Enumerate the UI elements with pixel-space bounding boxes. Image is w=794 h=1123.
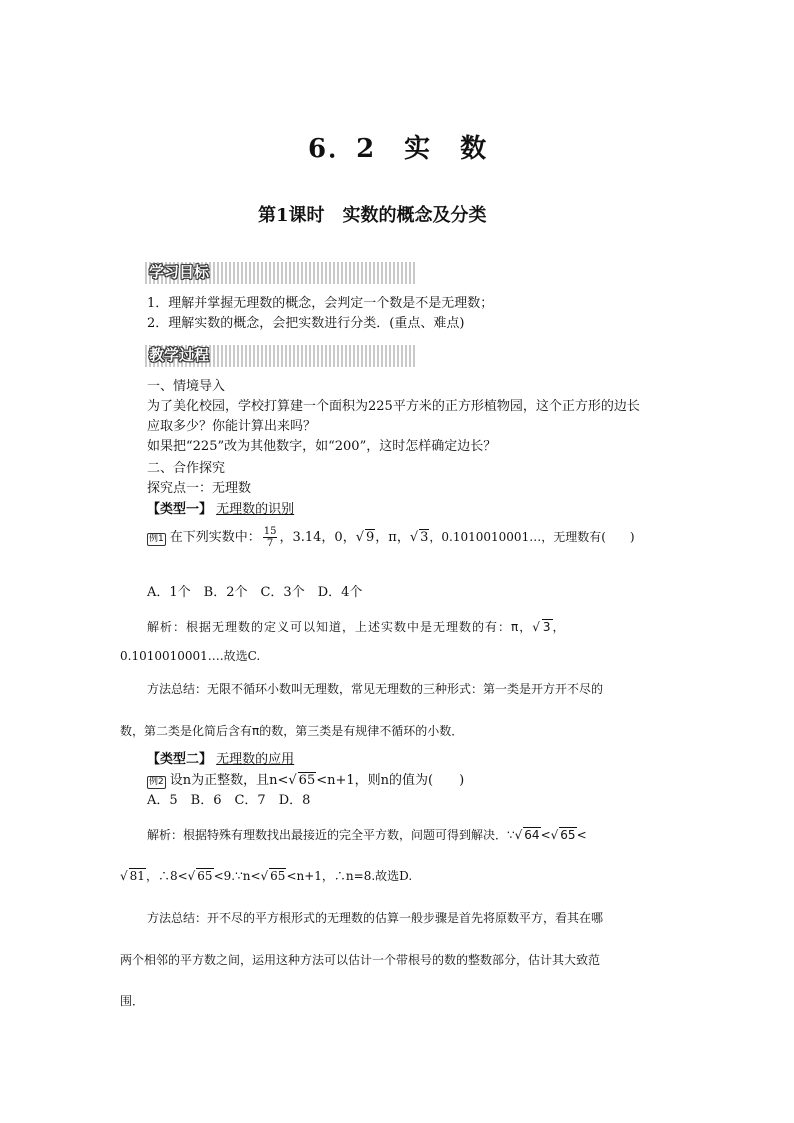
type-2-name: 无理数的应用 [216, 752, 295, 767]
learning-goals-banner [145, 262, 417, 284]
example-1-summary-cont: 数，第二类是化简后含有π的数，第三类是有规律不循环的小数． [120, 724, 464, 738]
page-title: 6．2 实 数 [308, 134, 489, 164]
intro-paragraph-2: 如果把“225”改为其他数字，如“200”，这时怎样确定边长？ [147, 439, 497, 454]
example-1-summary: 方法总结：无限不循环小数叫无理数，常见无理数的三种形式：第一类是开方开不尽的 [147, 682, 604, 696]
intro-paragraph-1: 为了美化校园，学校打算建一个面积为225平方米的正方形植物园，这个正方形的边长 [147, 399, 640, 414]
type-1-name: 无理数的识别 [216, 502, 295, 517]
goal-item-2: 2．理解实数的概念，会把实数进行分类．(重点、难点) [147, 316, 465, 331]
example-2-question: 例2 设n为正整数，且n<√ 65<n+1，则n的值为( ) [149, 773, 465, 788]
fraction-15-over-7: $\frac{15}{7}$ [263, 526, 277, 549]
example-2-analysis: 解析：根据特殊有理数找出最接近的完全平方数，问题可得到解决．∵√ 64<√ 65< [147, 828, 587, 842]
example-2-summary-cont: 两个相邻的平方数之间，运用这种方法可以估计一个带根号的数的整数部分，估计其大致范 [120, 953, 601, 967]
explore-point-1: 探究点一：无理数 [147, 481, 252, 496]
goal-item-1: 1．理解并掌握无理数的概念，会判定一个数是不是无理数； [147, 296, 494, 311]
section-heading-explore: 二、合作探究 [147, 461, 226, 476]
learning-goals-heading: 学习目标 [149, 263, 210, 281]
page-subtitle: 第1课时 实数的概念及分类 [258, 205, 487, 226]
section-heading-intro: 一、情境导入 [147, 379, 226, 394]
example-1-options: A．1个 B．2个 C．3个 D．4个 [147, 585, 363, 600]
example-2-summary-end: 围． [120, 994, 145, 1008]
example-2-summary: 方法总结：开不尽的平方根形式的无理数的估算一般步骤是首先将原数平方，看其在哪 [147, 911, 604, 925]
type-2-heading: 【类型二】 无理数的应用 [147, 752, 295, 767]
teaching-process-banner [145, 345, 417, 367]
example-1-tag: 例1 [149, 534, 164, 544]
example-2-analysis-cont: √ 81，∴8<√ 65<9.∵n<√ 65<n+1，∴n=8.故选D. [120, 869, 413, 883]
example-2-tag: 例2 [149, 777, 164, 787]
example-1-analysis: 解析：根据无理数的定义可以知道，上述实数中是无理数的有：π，√ 3， [147, 620, 566, 634]
example-1-analysis-cont: 0.1010010001….故选C. [120, 649, 261, 663]
intro-paragraph-1-cont: 应取多少？你能计算出来吗？ [147, 419, 317, 434]
example-2-options: A．5 B．6 C．7 D．8 [147, 793, 311, 808]
type-1-heading: 【类型一】 无理数的识别 [147, 502, 295, 517]
example-1-question: 例1 在下列实数中： $\frac{15}{7}$ ，3.14，0，√ 9，π，√ 3，0.1010010001…，无理数有( ) [149, 526, 635, 549]
teaching-process-heading: 教学过程 [149, 346, 210, 364]
